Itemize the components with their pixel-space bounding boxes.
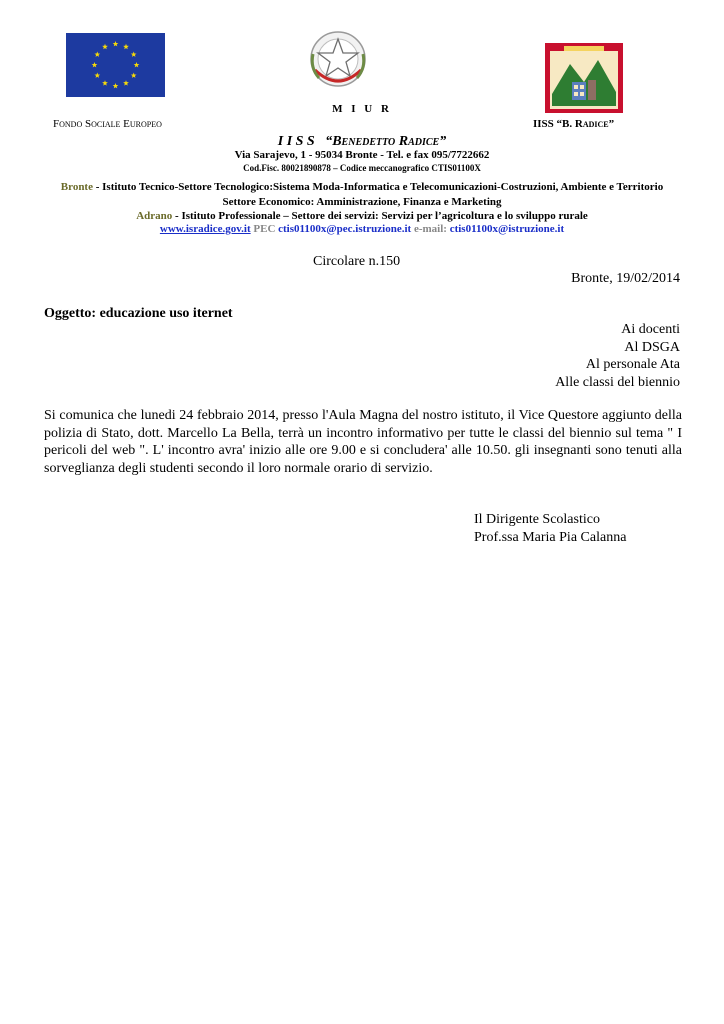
school-title: I I S S “Benedetto Radice”: [277, 134, 447, 149]
bronte-line: [0, 181, 724, 193]
circolare-number: Circolare n.150: [313, 254, 401, 269]
website-link[interactable]: www.isradice.gov.it: [159, 223, 251, 235]
email-address[interactable]: ctis01100x@istruzione.it: [449, 223, 565, 235]
school-codes: Cod.Fisc. 80021890878 – Codice meccanografico CTIS01100X: [243, 163, 481, 173]
settore-economico-line: Settore Economico: Amministrazione, Finanza e Marketing: [222, 196, 502, 208]
recipients-list: [380, 321, 680, 391]
recipient-item: Al personale Ata: [585, 357, 680, 372]
fondo-sociale-europeo-label: [53, 118, 162, 130]
subject-line: Oggetto: educazione uso iternet: [44, 306, 233, 321]
iiss-short-text: IISS “B. Radice”: [533, 118, 615, 130]
signature-role: Il Dirigente Scolastico: [474, 512, 600, 527]
circular-body: Si comunica che lunedi 24 febbraio 2014, presso l'Aula Magna del nostro istituto, il Vice Questore aggiunto della polizia di Stato, dott. Marcello La Bella, terrà un incontro informativo per tutte le classi del biennio sul tema " I pericoli del web ". L' incontro avra' inizio alle ore 9.00 e si concludera' alle 10.50. gli insegnanti sono tenuti alla sorveglianza degli studenti secondo il loro normale orario di servizio.: [44, 408, 682, 476]
email-label: e-mail:: [413, 223, 447, 235]
adrano-line: [0, 210, 724, 222]
fse-text: Fondo Sociale Europeo: [53, 118, 162, 130]
recipient-item: Alle classi del biennio: [555, 374, 680, 390]
signature-name: Prof.ssa Maria Pia Calanna: [474, 529, 627, 545]
recipient-item: Ai docenti: [621, 322, 680, 337]
adrano-description: - Istituto Professionale – Settore dei servizi: Servizi per l’agricoltura e lo sviluppo rurale: [172, 210, 588, 222]
italian-republic-emblem: [305, 26, 371, 92]
iiss-b-radice-label: [533, 118, 614, 130]
bronte-description: - Istituto Tecnico-Settore Tecnologico:Sistema Moda-Informatica e Telecomunicazioni-Costruzioni, Ambiente e Territorio: [92, 181, 664, 193]
document-date: Bronte, 19/02/2014: [571, 271, 680, 286]
pec-label: PEC: [253, 223, 276, 235]
bronte-city: Bronte: [60, 181, 93, 193]
recipient-item: Al DSGA: [624, 339, 680, 355]
contacts-line: [0, 223, 724, 235]
signature-block: [474, 511, 626, 546]
adrano-city: Adrano: [136, 210, 173, 222]
pec-email[interactable]: ctis01100x@pec.istruzione.it: [278, 223, 412, 235]
school-address: Via Sarajevo, 1 - 95034 Bronte - Tel. e fax 095/7722662: [234, 149, 490, 161]
miur-heading: M I U R: [332, 103, 392, 115]
eu-flag: [66, 33, 165, 97]
